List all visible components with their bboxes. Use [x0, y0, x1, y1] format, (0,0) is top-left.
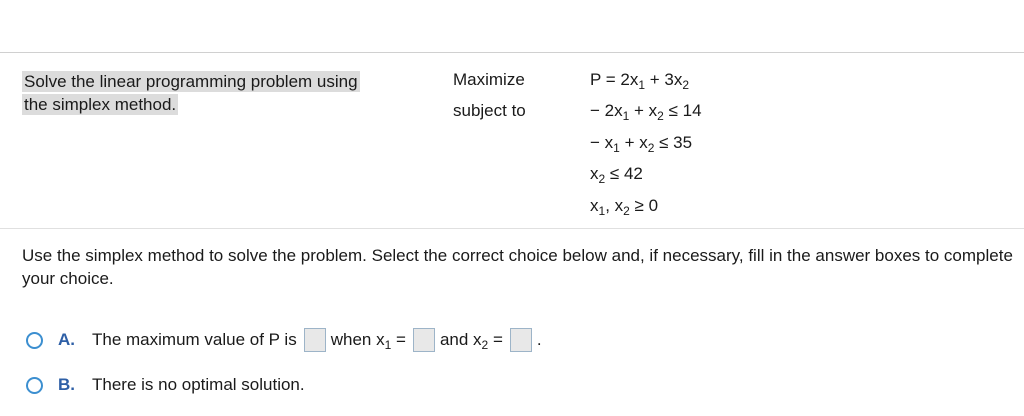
- radio-choice-b[interactable]: [26, 377, 43, 394]
- choice-a-and-x2: and $x_2$ =: [439, 330, 503, 352]
- choice-b[interactable]: [26, 371, 305, 399]
- instructions-line-1: Use the simplex method to solve the problem. Select the correct choice below and, if necessary, fill in the answer boxes to complete: [22, 246, 1013, 265]
- objective-function: $P = 2x_1 + 3x_2$: [590, 70, 690, 92]
- constraint-1: − $2x_1 + x_2 \le 14$: [590, 101, 702, 123]
- x1-answer-box[interactable]: [413, 328, 435, 352]
- instructions: [22, 244, 1024, 290]
- problem-prompt: [22, 70, 422, 116]
- x2-answer-box[interactable]: [510, 328, 532, 352]
- instructions-line-2: your choice.: [22, 269, 114, 288]
- section-divider: [0, 228, 1024, 229]
- constraint-2: − $x_1 + x_2 \le 35$: [590, 133, 693, 155]
- max-value-answer-box[interactable]: [304, 328, 326, 352]
- prompt-line-1: Solve the linear programming problem using: [24, 72, 358, 91]
- radio-choice-a[interactable]: [26, 332, 43, 349]
- choice-b-text: There is no optimal solution.: [92, 375, 305, 394]
- choice-b-letter: B.: [58, 375, 75, 394]
- choice-a-letter: A.: [58, 330, 75, 349]
- choice-a-period: .: [536, 330, 542, 349]
- nonnegativity-constraint: $x_1$, $x_2 \ge 0$: [590, 196, 659, 218]
- constraint-3: $x_2 \le 42$: [590, 164, 643, 186]
- prompt-line-2: the simplex method.: [24, 95, 177, 114]
- top-divider: [0, 52, 1024, 53]
- choice-a-when-x1: when $x_1$ =: [330, 330, 406, 352]
- choice-a-text: The maximum value of P is: [92, 330, 297, 349]
- choice-a[interactable]: [26, 326, 542, 354]
- maximize-label: Maximize: [453, 70, 525, 89]
- subject-to-label: subject to: [453, 101, 526, 120]
